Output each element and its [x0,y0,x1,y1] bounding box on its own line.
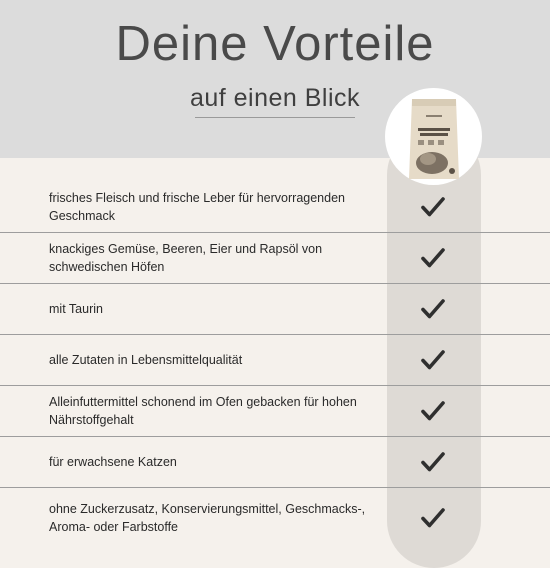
list-item [0,488,550,548]
list-item [0,335,550,386]
list-item [0,284,550,335]
check-icon [421,400,445,422]
check-icon [421,196,445,218]
check-icon [421,247,445,269]
benefit-text: alle Zutaten in Lebensmittelqualität [49,353,243,367]
benefit-text: knackiges Gemüse, Beeren, Eier und Rapsöl von schwedischen Höfen [49,242,323,274]
benefit-text: mit Taurin [49,302,103,316]
benefit-text: ohne Zuckerzusatz, Konservierungsmittel, Geschmacks-, Aroma- oder Farbstoffe [49,502,366,534]
subtitle-underline [195,117,355,118]
page-title: Deine Vorteile [115,17,435,71]
list-item [0,182,550,233]
check-icon [421,451,445,473]
check-icon [421,349,445,371]
benefits-list [0,182,550,548]
benefit-text: frisches Fleisch und frische Leber für hervorragenden Geschmack [49,191,345,223]
check-icon [421,298,445,320]
list-item [0,437,550,488]
benefit-text: für erwachsene Katzen [49,455,177,469]
product-bag-image [406,95,462,181]
check-icon [421,507,445,529]
list-item [0,233,550,284]
list-item [0,386,550,437]
benefit-text: Alleinfuttermittel schonend im Ofen gebacken für hohen Nährstoffgehalt [49,395,357,427]
page-subtitle: auf einen Blick [189,84,361,112]
